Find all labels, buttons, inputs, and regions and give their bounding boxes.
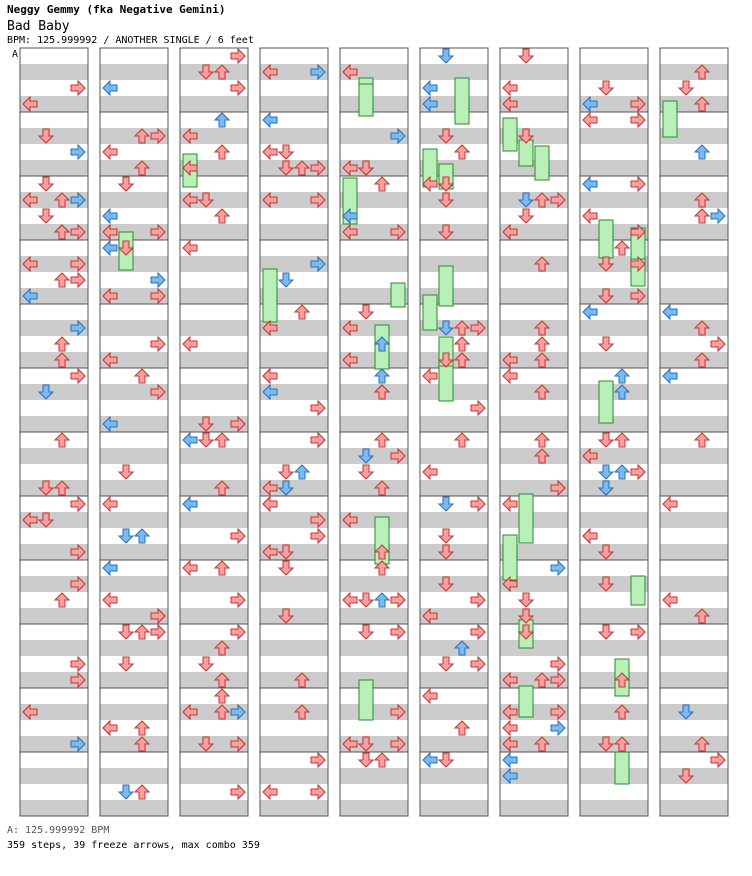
bpm-legend: A: 125.999992 BPM xyxy=(7,825,110,836)
chart-column-7 xyxy=(500,48,568,816)
freeze-arrow xyxy=(615,752,629,784)
freeze-arrow xyxy=(663,101,677,137)
freeze-arrow xyxy=(391,283,405,307)
freeze-arrow xyxy=(359,84,373,116)
freeze-arrow xyxy=(519,140,533,166)
chart-column-2 xyxy=(100,48,168,816)
chart-column-1 xyxy=(20,48,88,816)
freeze-arrow xyxy=(519,494,533,543)
freeze-arrow xyxy=(631,576,645,605)
song-title: Bad Baby xyxy=(7,19,70,34)
freeze-arrow xyxy=(455,78,469,124)
freeze-arrow xyxy=(503,535,517,580)
song-info: BPM: 125.999992 / ANOTHER SINGLE / 6 feet xyxy=(7,35,254,46)
freeze-arrow xyxy=(439,366,453,401)
freeze-arrow xyxy=(503,118,517,151)
freeze-arrow xyxy=(599,381,613,423)
freeze-arrow xyxy=(599,220,613,258)
chart-column-8 xyxy=(580,48,648,816)
song-artist: Neggy Gemmy (fka Negative Gemini) xyxy=(7,3,226,16)
freeze-arrow xyxy=(535,146,549,180)
freeze-arrow xyxy=(359,680,373,720)
freeze-arrow xyxy=(439,266,453,306)
section-marker: A xyxy=(12,49,19,60)
freeze-arrow xyxy=(519,686,533,717)
freeze-arrow xyxy=(423,295,437,330)
freeze-arrow xyxy=(263,269,277,322)
stats-line: 359 steps, 39 freeze arrows, max combo 359 xyxy=(7,840,260,851)
chart-column-9 xyxy=(660,48,728,816)
